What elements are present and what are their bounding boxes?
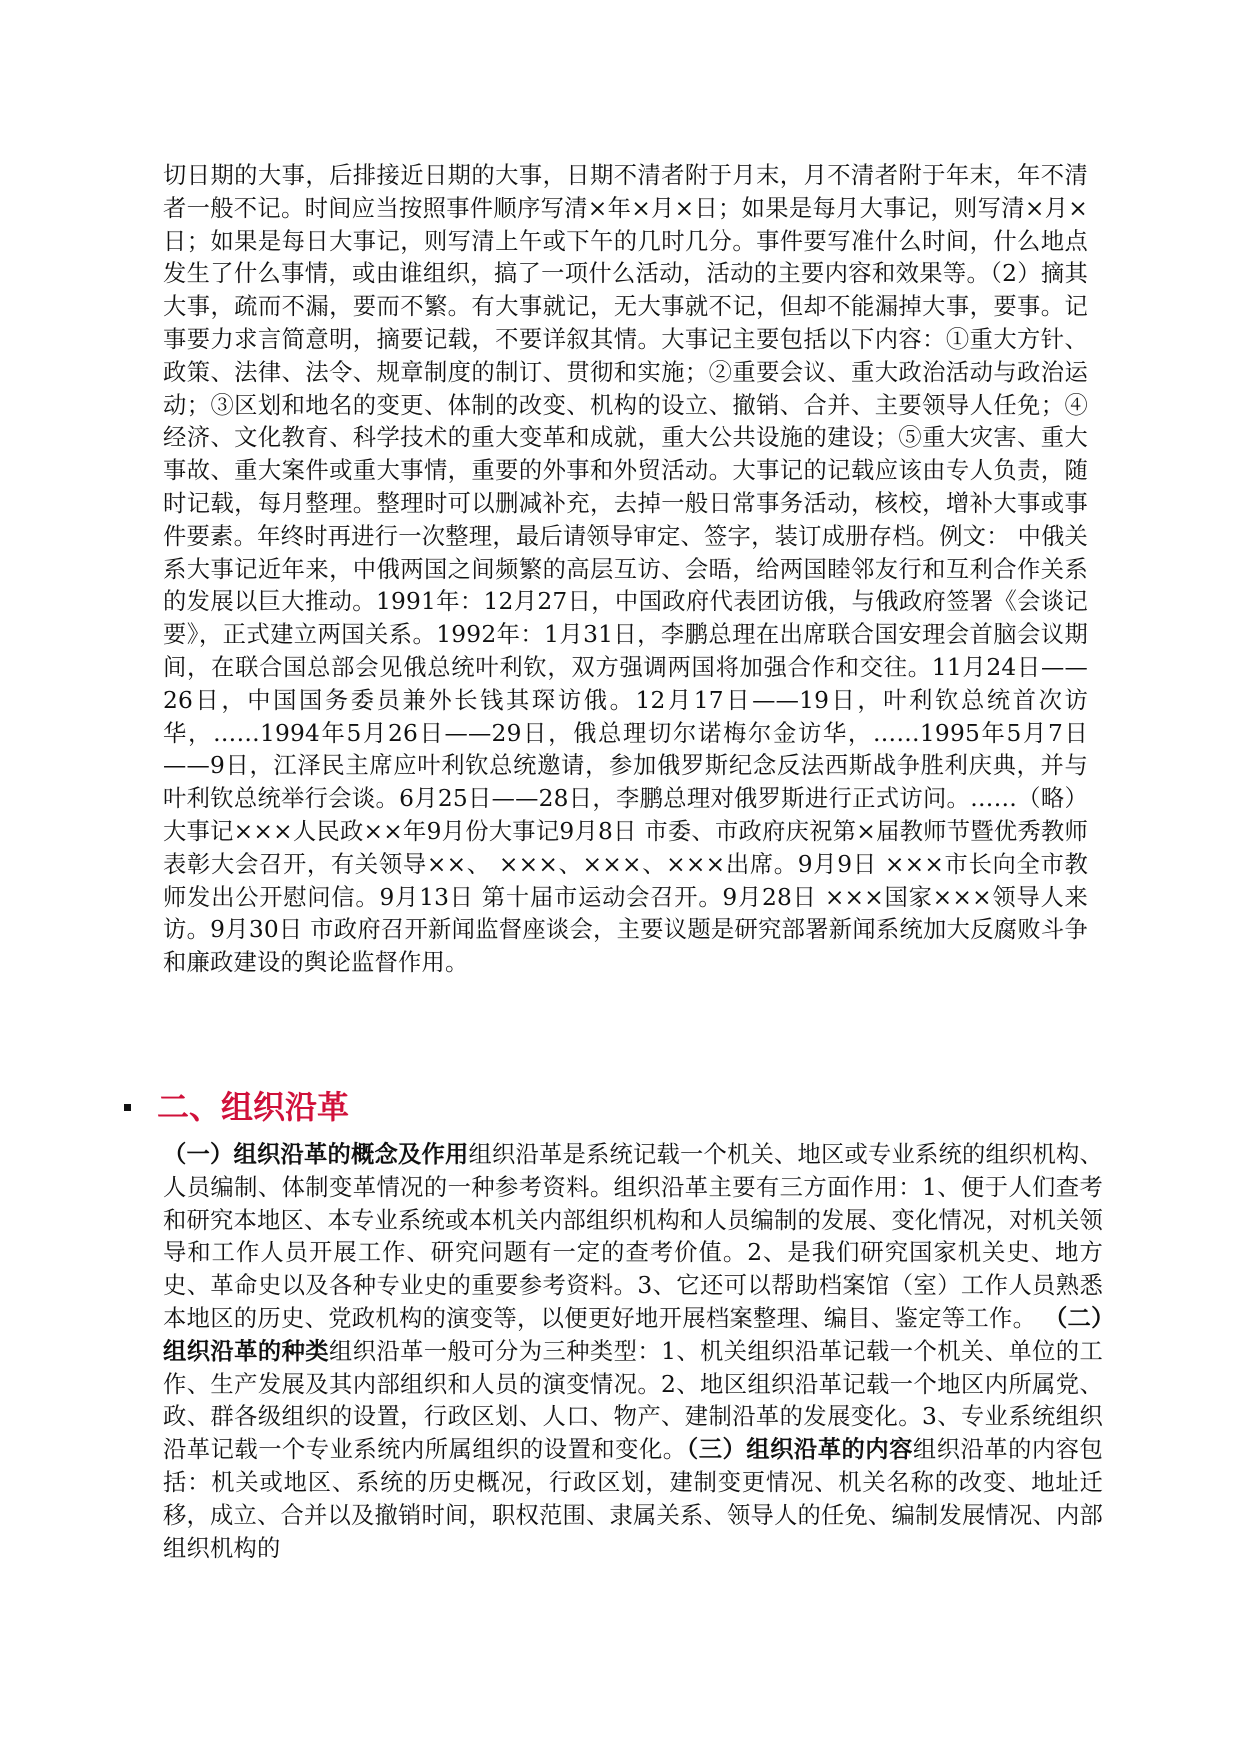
subsection-body-types: 组织沿革一般可分为三种类型：1、机关组织沿革记载一个机关、单位的工作、生产发展及其内部组织和人员的演变情况。2、地区组织沿革记载一个地区内所属党、政、群各级组织的设置，行政区划、人口、物产、建制沿革的发展变化。3、专业系统组织沿革记载一个专业系统内所属组织的设置和变化。: [163, 1337, 1104, 1464]
subsection-title-concept: （一）组织沿革的概念及作用: [163, 1141, 469, 1168]
section-body-paragraph: [163, 1139, 1103, 1565]
subsection-title-types: （二）组织沿革的种类: [163, 1304, 1104, 1365]
body-paragraph: 切日期的大事，后排接近日期的大事，日期不清者附于月末，月不清者附于年末，年不清者一般不记。时间应当按照事件顺序写清×年×月×日；如果是每月大事记，则写清×月×日；如果是每日大事记，则写清上午或下午的几时几分。事件要写准什么时间，什么地点发生了什么事情，或由谁组织，搞了一项什么活动，活动的主要内容和效果等。（2）摘其大事，疏而不漏，要而不繁。有大事就记，无大事就不记，但却不能漏掉大事，要事。记事要力求言简意明，摘要记载，不要详叙其情。大事记主要包括以下内容：①重大方针、政策、法律、法令、规章制度的制订、贯彻和实施；②重要会议、重大政治活动与政治运动；③区划和地名的变更、体制的改变、机构的设立、撤销、合并、主要领导人任免；④经济、文化教育、科学技术的重大变革和成就，重大公共设施的建设；⑤重大灾害、重大事故、重大案件或重大事情，重要的外事和外贸活动。大事记的记载应该由专人负责，随时记载，每月整理。整理时可以删减补充，去掉一般日常事务活动，核校，增补大事或事件要素。年终时再进行一次整理，最后请领导审定、签字，装订成册存档。例文： 中俄关系大事记近年来，中俄两国之间频繁的高层互访、会晤，给两国睦邻友行和互利合作关系的发展以巨大推动。1991年：12月27日，中国政府代表团访俄，与俄政府签署《会谈记要》，正式建立两国关系。1992年：1月31日，李鹏总理在出席联合国安理会首脑会议期间，在联合国总部会见俄总统叶利钦，双方强调两国将加强合作和交往。11月24日——26日，中国国务委员兼外长钱其琛访俄。12月17日——19日，叶利钦总统首次访华，……1994年5月26日——29日，俄总理切尔诺梅尔金访华，……1995年5月7日——9日，江泽民主席应叶利钦总统邀请，参加俄罗斯纪念反法西斯战争胜利庆典，并与叶利钦总统举行会谈。6月25日——28日，李鹏总理对俄罗斯进行正式访问。……（略）大事记×××人民政××年9月份大事记9月8日 市委、市政府庆祝第×届教师节暨优秀教师表彰大会召开，有关领导××、 ×××、×××、×××出席。9月9日 ×××市长向全市教师发出公开慰问信。9月13日 第十届市运动会召开。9月28日 ×××国家×××领导人来访。9月30日 市政府召开新闻监督座谈会，主要议题是研究部署新闻系统加大反腐败斗争和廉政建设的舆论监督作用。: [163, 162, 1088, 977]
section-heading: [124, 1085, 1124, 1129]
subsection-body-content: 组织沿革的内容包括：机关或地区、系统的历史概况，行政区划，建制变更情况、机关名称的改变、地址迁移，成立、合并以及撤销时间，职权范围、隶属关系、领导人的任免、编制发展情况、内部组织机构的: [163, 1436, 1103, 1562]
subsection-title-content: （三）组织沿革的内容: [686, 1436, 913, 1464]
section-heading-text: 二、组织沿革: [157, 1088, 350, 1126]
subsection-body-concept: 组织沿革是系统记载一个机关、地区或专业系统的组织机构、人员编制、体制变革情况的一种参考资料。组织沿革主要有三方面作用：1、便于人们查考和研究本地区、本专业系统或本机关内部组织机构和人员编制的发展、变化情况，对机关领导和工作人员开展工作、研究问题有一定的查考价值。2、是我们研究国家机关史、地方史、革命史以及各种专业史的重要参考资料。3、它还可以帮助档案馆（室）工作人员熟悉本地区的历史、党政机构的演变等，以便更好地开展档案整理、编目、鉴定等工作。: [163, 1141, 1103, 1332]
bullet-icon: [124, 1104, 131, 1111]
